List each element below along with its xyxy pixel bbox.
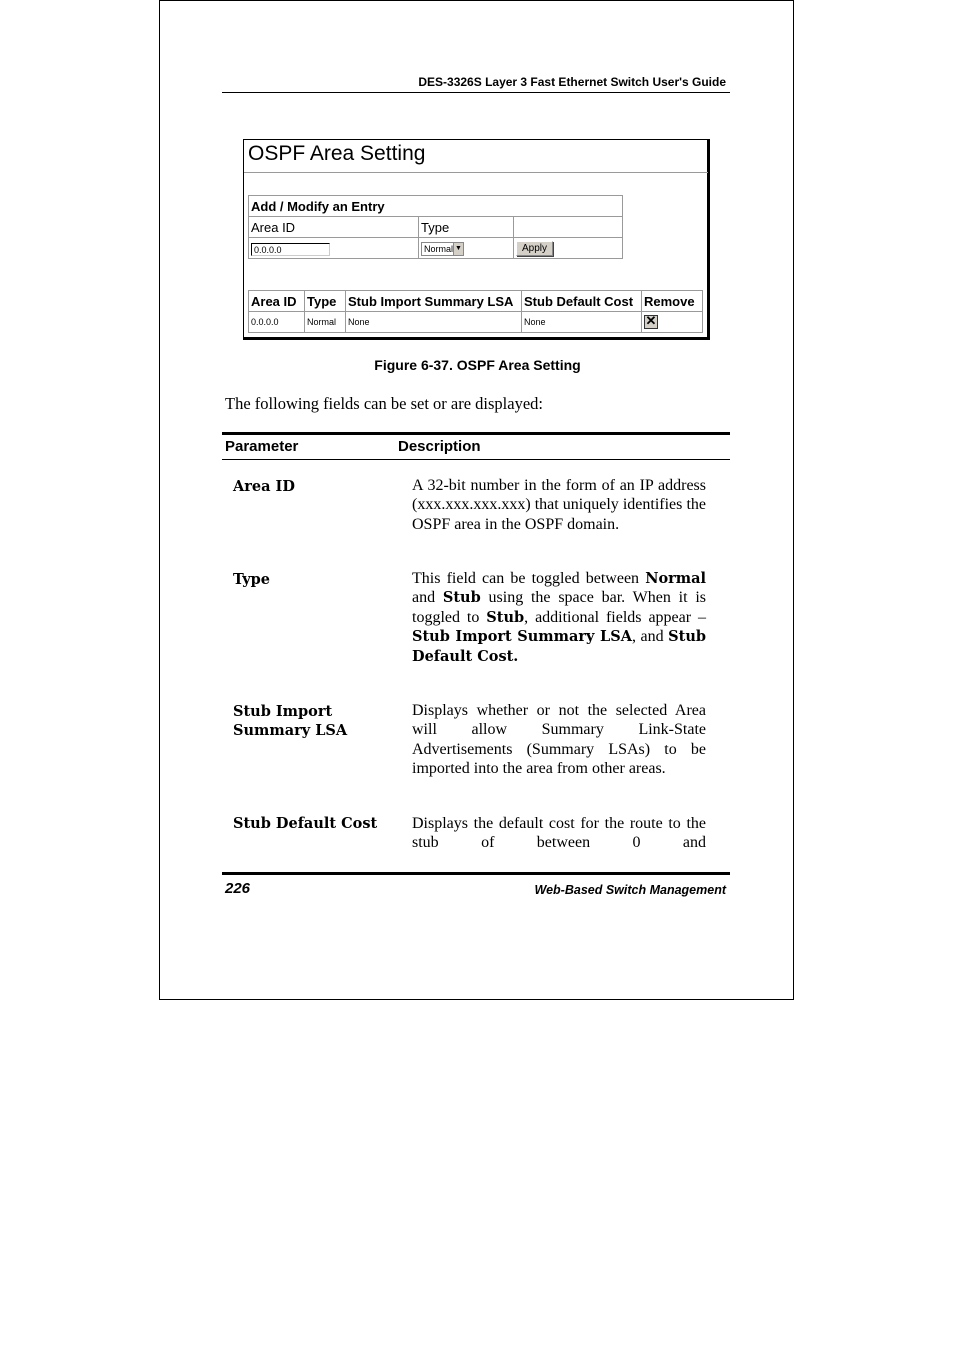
param-column-header: Parameter: [225, 438, 299, 455]
param-name-type: Type: [233, 571, 270, 588]
row-type: Normal: [305, 312, 346, 333]
list-header-remove: Remove: [642, 291, 703, 312]
param-name-stub-cost: Stub Default Cost: [233, 815, 378, 832]
param-name-stub-import: Stub Import Summary LSA: [233, 703, 348, 739]
add-modify-entry-table: [248, 195, 623, 259]
row-stub-cost: None: [522, 312, 642, 333]
type-select-value: Normal: [424, 243, 454, 254]
entry-col-area-id: Area ID: [249, 217, 419, 238]
screenshot-title: OSPF Area Setting: [248, 142, 426, 165]
header-rule: [222, 92, 730, 93]
list-header-stub-import: Stub Import Summary LSA: [346, 291, 522, 312]
ospf-area-screenshot: [243, 139, 710, 340]
apply-button[interactable]: Apply: [516, 241, 553, 256]
type-select[interactable]: [421, 242, 464, 256]
param-table-top-rule: [222, 432, 730, 435]
entry-caption: Add / Modify an Entry: [249, 196, 623, 217]
ospf-area-list-table: [248, 290, 703, 333]
document-page: [159, 0, 794, 1000]
area-id-input[interactable]: 0.0.0.0: [251, 243, 330, 256]
param-desc-type: This field can be toggled between Normal and Stub using the space bar. When it is toggled to Stub, additional fields appear – Stub Import Summary LSA, and Stub Default Cost.: [412, 570, 707, 665]
screenshot-title-rule: [244, 172, 708, 173]
running-footer: Web-Based Switch Management: [534, 883, 726, 897]
type-cell: [419, 238, 514, 259]
intro-paragraph: The following fields can be set or are displayed:: [225, 394, 543, 413]
entry-col-type: Type: [419, 217, 514, 238]
figure-caption: Figure 6-37. OSPF Area Setting: [374, 357, 581, 373]
remove-icon[interactable]: ✕: [645, 313, 657, 328]
param-desc-stub-cost: Displays the default cost for the route to the stub of between 0 and: [412, 815, 706, 852]
row-stub-import: None: [346, 312, 522, 333]
row-area-id: 0.0.0.0: [249, 312, 305, 333]
param-name-area-id: Area ID: [233, 478, 295, 495]
page-number: 226: [225, 880, 251, 897]
row-remove-cell: [642, 312, 703, 333]
area-id-cell: [249, 238, 419, 259]
chevron-down-icon: ▼: [453, 243, 463, 255]
table-row: [249, 312, 703, 333]
footer-rule: [222, 872, 730, 875]
running-header: DES-3326S Layer 3 Fast Ethernet Switch User's Guide: [418, 75, 726, 89]
param-desc-stub-import: Displays whether or not the selected Area will allow Summary Link-State Advertisements (Summary LSAs) to be imported into the area from other areas.: [412, 702, 706, 778]
description-column-header: Description: [398, 438, 481, 455]
list-header-stub-cost: Stub Default Cost: [522, 291, 642, 312]
apply-cell: [514, 238, 623, 259]
param-desc-area-id: A 32-bit number in the form of an IP address (xxx.xxx.xxx.xxx) that uniquely identifies the OSPF area in the OSPF domain.: [412, 477, 706, 533]
list-header-type: Type: [305, 291, 346, 312]
entry-col-blank: [514, 217, 623, 238]
param-header-rule: [222, 459, 730, 460]
list-header-area-id: Area ID: [249, 291, 305, 312]
